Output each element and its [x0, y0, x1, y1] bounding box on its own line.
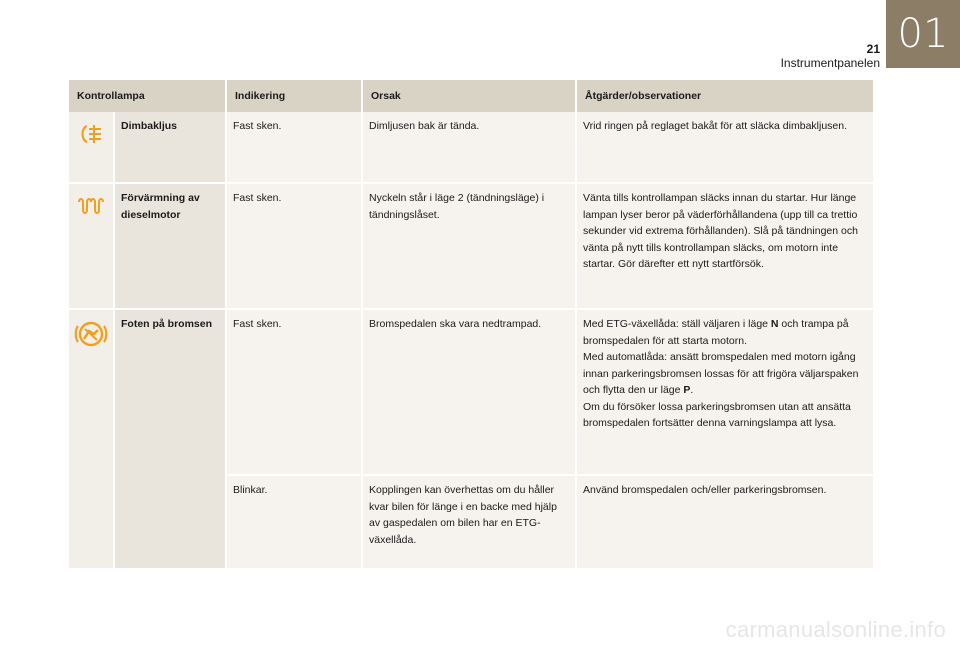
rear-fog-light-icon [76, 137, 106, 149]
icon-cell [69, 310, 115, 570]
page-number: 21 [866, 42, 880, 56]
foot-on-brake-icon [74, 339, 108, 351]
column-header-atgarder: Åtgärder/observationer [577, 80, 873, 112]
chapter-tab: 01 [886, 0, 960, 68]
table-row [69, 310, 873, 476]
action-line-parking: Om du försöker lossa parkeringsbromsen utan att ansätta bromspedalen fortsätter denna varningslampa att lysa. [583, 400, 851, 429]
action-line-automat: Med automatlåda: ansätt bromspedalen med motorn igång innan parkeringsbromsen lossas för att frigöra väljarspaken och flytta den ur läge P. [583, 351, 859, 396]
action-line-etg: Med ETG-växellåda: ställ väljaren i läge N och trampa på bromspedalen för att starta motorn. [583, 318, 849, 347]
action [577, 310, 873, 476]
lamp-name: Foten på bromsen [115, 310, 227, 570]
glow-plug-icon [76, 209, 106, 221]
lamp-name: Dimbakljus [115, 112, 227, 184]
action: Använd bromspedalen och/eller parkeringsbromsen. [577, 476, 873, 570]
table-row [69, 112, 873, 184]
lamp-name: Förvärmning av dieselmotor [115, 184, 227, 310]
indication: Fast sken. [227, 112, 363, 184]
cause: Kopplingen kan överhettas om du håller kvar bilen för länge i en backe med hjälp av gaspedalen om bilen har en ETG-växellåda. [363, 476, 577, 570]
icon-cell [69, 184, 115, 310]
indication: Fast sken. [227, 310, 363, 476]
warning-lamp-table [69, 80, 873, 570]
column-header-indikering: Indikering [227, 80, 363, 112]
indication: Fast sken. [227, 184, 363, 310]
watermark: carmanualsonline.info [725, 617, 946, 642]
action: Vänta tills kontrollampan släcks innan du startar. Hur länge lampan lyser beror på väderförhållandena (upp till ca trettio sekunder vid extrema förhållanden). Slå på tändningen och vänta på nytt tills kontrollampan släcks, om motorn inte startar. Gör därefter ett nytt startförsök. [577, 184, 873, 310]
table-header-row [69, 80, 873, 112]
icon-cell [69, 112, 115, 184]
cause: Dimljusen bak är tända. [363, 112, 577, 184]
table-row [69, 184, 873, 310]
cause: Bromspedalen ska vara nedtrampad. [363, 310, 577, 476]
indication: Blinkar. [227, 476, 363, 570]
column-header-orsak: Orsak [363, 80, 577, 112]
section-title: Instrumentpanelen [780, 56, 880, 70]
action: Vrid ringen på reglaget bakåt för att släcka dimbakljusen. [577, 112, 873, 184]
cause: Nyckeln står i läge 2 (tändningsläge) i tändningslåset. [363, 184, 577, 310]
column-header-kontrollampa: Kontrollampa [69, 80, 227, 112]
